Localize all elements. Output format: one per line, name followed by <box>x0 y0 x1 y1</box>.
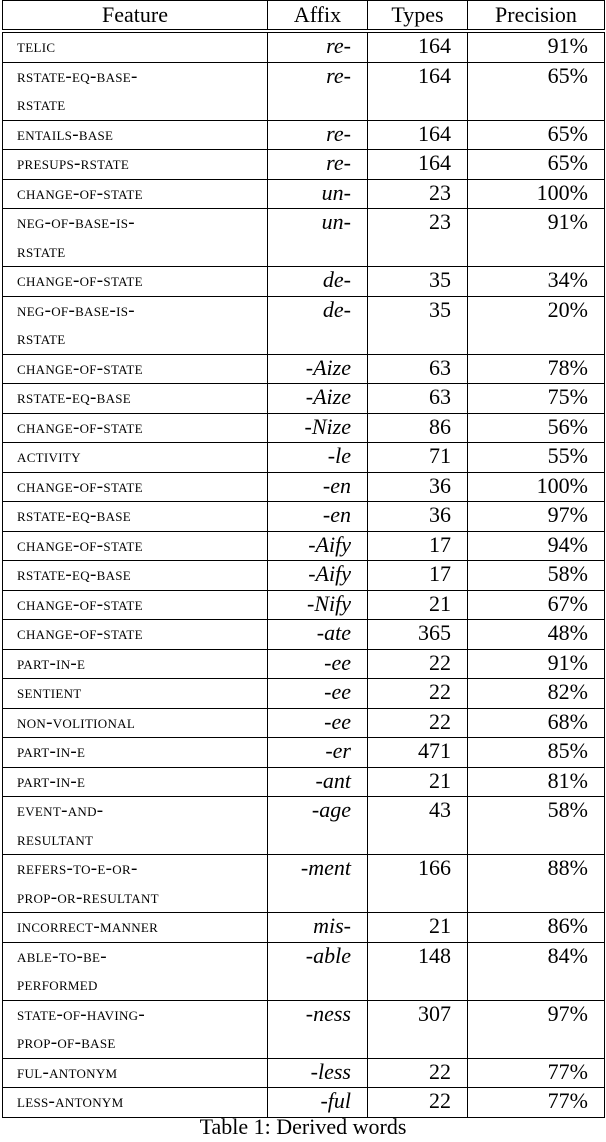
types-cell: 21 <box>368 767 468 797</box>
table-row <box>3 590 605 620</box>
types-cell: 22 <box>368 708 468 738</box>
types-cell: 22 <box>368 1058 468 1088</box>
table-row <box>3 913 605 943</box>
types-cell: 23 <box>368 179 468 209</box>
feature-cell: rstate-eq-base <box>3 502 268 532</box>
precision-cell: 75% <box>468 384 605 414</box>
feature-cell: ful-antonym <box>3 1058 268 1088</box>
table-row <box>3 679 605 709</box>
types-cell: 36 <box>368 502 468 532</box>
table-row <box>3 150 605 180</box>
table-row <box>3 531 605 561</box>
feature-cell: change-of-state <box>3 531 268 561</box>
types-cell: 71 <box>368 443 468 473</box>
table-row <box>3 855 605 913</box>
types-cell: 21 <box>368 913 468 943</box>
table-row <box>3 62 605 120</box>
types-cell: 22 <box>368 1088 468 1118</box>
feature-cell: presups-rstate <box>3 150 268 180</box>
table-row <box>3 384 605 414</box>
affix-cell: -en <box>268 502 368 532</box>
feature-cell: sentient <box>3 679 268 709</box>
types-cell: 471 <box>368 738 468 768</box>
types-cell: 63 <box>368 354 468 384</box>
table-row <box>3 1000 605 1058</box>
table-row <box>3 472 605 502</box>
feature-cell: part-in-e <box>3 649 268 679</box>
affix-cell: -en <box>268 472 368 502</box>
affix-cell: -ee <box>268 679 368 709</box>
feature-cell: refers-to-e-or- prop-or-resultant <box>3 855 268 913</box>
affix-cell: -Nize <box>268 413 368 443</box>
feature-cell: change-of-state <box>3 620 268 650</box>
types-cell: 164 <box>368 150 468 180</box>
precision-cell: 20% <box>468 296 605 354</box>
precision-cell: 68% <box>468 708 605 738</box>
precision-cell: 86% <box>468 913 605 943</box>
feature-cell: entails-base <box>3 120 268 150</box>
types-cell: 307 <box>368 1000 468 1058</box>
types-cell: 36 <box>368 472 468 502</box>
affix-cell: -ee <box>268 649 368 679</box>
header-row <box>3 1 605 32</box>
table-row <box>3 708 605 738</box>
affix-cell: -ate <box>268 620 368 650</box>
precision-cell: 88% <box>468 855 605 913</box>
table-row <box>3 1058 605 1088</box>
table-row <box>3 443 605 473</box>
types-cell: 164 <box>368 120 468 150</box>
table-row <box>3 120 605 150</box>
affix-cell: -Aize <box>268 384 368 414</box>
feature-cell: state-of-having- prop-of-base <box>3 1000 268 1058</box>
precision-cell: 65% <box>468 150 605 180</box>
precision-cell: 91% <box>468 31 605 62</box>
table-row <box>3 767 605 797</box>
types-cell: 22 <box>368 679 468 709</box>
precision-cell: 67% <box>468 590 605 620</box>
types-cell: 17 <box>368 561 468 591</box>
affix-cell: -Aize <box>268 354 368 384</box>
precision-cell: 100% <box>468 472 605 502</box>
table-container <box>2 0 604 1118</box>
precision-cell: 65% <box>468 62 605 120</box>
affix-cell: -Nify <box>268 590 368 620</box>
affix-cell: -le <box>268 443 368 473</box>
types-cell: 166 <box>368 855 468 913</box>
table-row <box>3 31 605 62</box>
table-row <box>3 267 605 297</box>
precision-cell: 91% <box>468 209 605 267</box>
types-cell: 22 <box>368 649 468 679</box>
types-cell: 17 <box>368 531 468 561</box>
feature-cell: less-antonym <box>3 1088 268 1118</box>
header-affix: Affix <box>268 1 368 32</box>
feature-cell: rstate-eq-base <box>3 561 268 591</box>
feature-cell: rstate-eq-base <box>3 384 268 414</box>
affix-cell: -ant <box>268 767 368 797</box>
precision-cell: 78% <box>468 354 605 384</box>
feature-cell: change-of-state <box>3 354 268 384</box>
feature-cell: change-of-state <box>3 472 268 502</box>
table-body <box>3 31 605 1117</box>
affix-cell: -Aify <box>268 531 368 561</box>
affix-cell: -able <box>268 942 368 1000</box>
feature-cell: change-of-state <box>3 413 268 443</box>
precision-cell: 77% <box>468 1088 605 1118</box>
affix-cell: -ful <box>268 1088 368 1118</box>
affix-cell: de- <box>268 267 368 297</box>
feature-cell: activity <box>3 443 268 473</box>
table-row <box>3 179 605 209</box>
table-row <box>3 561 605 591</box>
precision-cell: 81% <box>468 767 605 797</box>
affix-cell: re- <box>268 120 368 150</box>
feature-cell: event-and- resultant <box>3 797 268 855</box>
precision-cell: 55% <box>468 443 605 473</box>
affix-cell: -er <box>268 738 368 768</box>
precision-cell: 94% <box>468 531 605 561</box>
feature-cell: part-in-e <box>3 738 268 768</box>
types-cell: 86 <box>368 413 468 443</box>
table-row <box>3 354 605 384</box>
affix-cell: -ness <box>268 1000 368 1058</box>
feature-cell: change-of-state <box>3 179 268 209</box>
feature-cell: change-of-state <box>3 590 268 620</box>
affix-cell: un- <box>268 179 368 209</box>
header-precision: Precision <box>468 1 605 32</box>
types-cell: 164 <box>368 62 468 120</box>
table-row <box>3 296 605 354</box>
affix-cell: -less <box>268 1058 368 1088</box>
feature-cell: able-to-be- performed <box>3 942 268 1000</box>
affix-cell: -Aify <box>268 561 368 591</box>
affix-cell: mis- <box>268 913 368 943</box>
types-cell: 43 <box>368 797 468 855</box>
precision-cell: 91% <box>468 649 605 679</box>
affix-cell: -ment <box>268 855 368 913</box>
precision-cell: 97% <box>468 1000 605 1058</box>
feature-cell: change-of-state <box>3 267 268 297</box>
feature-cell: rstate-eq-base- rstate <box>3 62 268 120</box>
precision-cell: 97% <box>468 502 605 532</box>
types-cell: 365 <box>368 620 468 650</box>
header-feature: Feature <box>3 1 268 32</box>
affix-cell: un- <box>268 209 368 267</box>
types-cell: 21 <box>368 590 468 620</box>
table-row <box>3 620 605 650</box>
feature-cell: telic <box>3 31 268 62</box>
features-table <box>2 0 605 1118</box>
table-row <box>3 502 605 532</box>
precision-cell: 82% <box>468 679 605 709</box>
affix-cell: -age <box>268 797 368 855</box>
table-row <box>3 209 605 267</box>
precision-cell: 85% <box>468 738 605 768</box>
precision-cell: 65% <box>468 120 605 150</box>
table-row <box>3 797 605 855</box>
types-cell: 148 <box>368 942 468 1000</box>
feature-cell: neg-of-base-is- rstate <box>3 296 268 354</box>
affix-cell: de- <box>268 296 368 354</box>
affix-cell: re- <box>268 62 368 120</box>
feature-cell: incorrect-manner <box>3 913 268 943</box>
table-row <box>3 413 605 443</box>
precision-cell: 48% <box>468 620 605 650</box>
affix-cell: re- <box>268 150 368 180</box>
precision-cell: 56% <box>468 413 605 443</box>
affix-cell: re- <box>268 31 368 62</box>
table-row <box>3 942 605 1000</box>
precision-cell: 100% <box>468 179 605 209</box>
feature-cell: non-volitional <box>3 708 268 738</box>
header-types: Types <box>368 1 468 32</box>
affix-cell: -ee <box>268 708 368 738</box>
feature-cell: neg-of-base-is- rstate <box>3 209 268 267</box>
precision-cell: 58% <box>468 561 605 591</box>
precision-cell: 77% <box>468 1058 605 1088</box>
types-cell: 35 <box>368 296 468 354</box>
precision-cell: 34% <box>468 267 605 297</box>
table-caption: Table 1: Derived words <box>199 1114 407 1139</box>
types-cell: 35 <box>368 267 468 297</box>
precision-cell: 84% <box>468 942 605 1000</box>
table-row <box>3 649 605 679</box>
types-cell: 23 <box>368 209 468 267</box>
table-row <box>3 738 605 768</box>
types-cell: 164 <box>368 31 468 62</box>
precision-cell: 58% <box>468 797 605 855</box>
feature-cell: part-in-e <box>3 767 268 797</box>
types-cell: 63 <box>368 384 468 414</box>
